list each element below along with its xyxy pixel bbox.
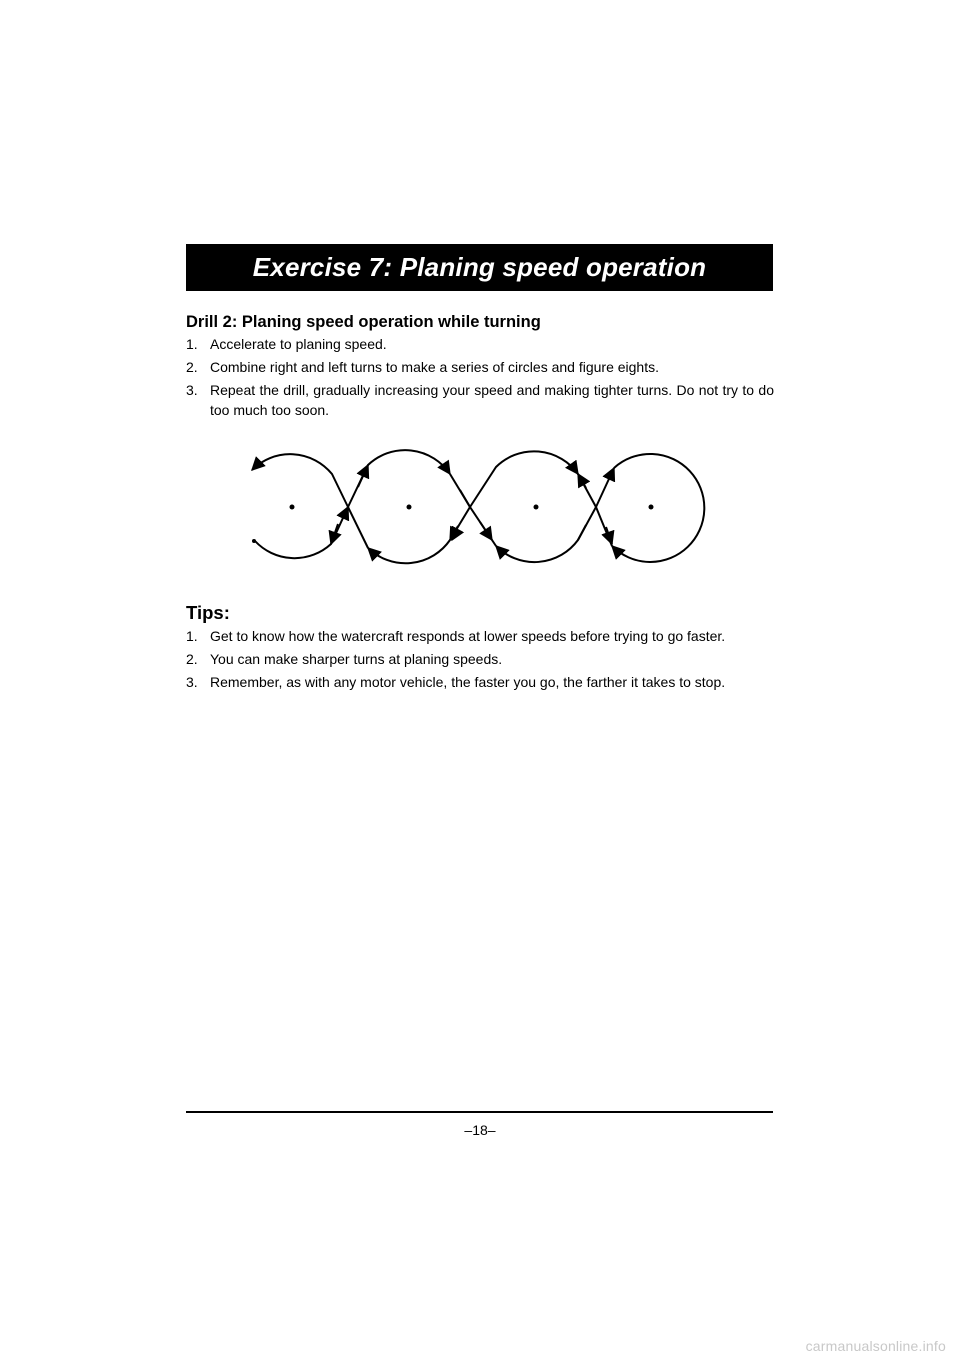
step-text: Repeat the drill, gradually increasing your speed and making tighter turns. Do not try to do too much too soon.: [210, 382, 774, 418]
step-number: 3.: [186, 382, 198, 398]
footer-rule: [186, 1111, 773, 1113]
path-arrow: [358, 465, 368, 487]
list-item: [186, 357, 774, 377]
figure-eight-diagram: [240, 440, 720, 580]
tips-list: [186, 626, 774, 695]
tips-title: Tips:: [186, 602, 230, 623]
step-number: 2.: [186, 359, 198, 375]
step-text: Combine right and left turns to make a series of circles and figure eights.: [210, 359, 659, 375]
circle-center-dot: [534, 505, 539, 510]
title-banner: [186, 244, 773, 291]
drill-title: Drill 2: Planing speed operation while turning: [186, 313, 541, 331]
path-arc: [612, 454, 704, 562]
path-arrow: [460, 490, 470, 507]
tip-text: Remember, as with any motor vehicle, the faster you go, the farther it takes to stop.: [210, 674, 726, 690]
step-number: 1.: [186, 336, 198, 352]
path-arc: [348, 450, 450, 507]
drill-steps-list: [186, 334, 774, 423]
tip-number: 2.: [186, 651, 198, 667]
path-arc: [470, 451, 578, 507]
list-item: [186, 626, 774, 646]
page-number: –18–: [464, 1122, 496, 1138]
path-arrow: [480, 522, 492, 540]
list-item: [186, 672, 774, 692]
list-item: [186, 334, 774, 354]
list-item: [186, 380, 774, 420]
path-arrow: [578, 525, 586, 540]
tip-text: You can make sharper turns at planing speeds.: [210, 651, 503, 667]
path-arc: [252, 454, 348, 507]
path-arrow: [450, 526, 458, 540]
tip-number: 3.: [186, 674, 198, 690]
watermark: carmanualsonline.info: [805, 1338, 946, 1354]
start-dot: [252, 539, 256, 543]
list-item: [186, 649, 774, 669]
circle-center-dot: [407, 505, 412, 510]
path-arc: [596, 468, 614, 507]
tip-text: Get to know how the watercraft responds at lower speeds before trying to go faster.: [210, 628, 726, 644]
path-arc: [368, 540, 450, 563]
page-title: Exercise 7: Planing speed operation: [252, 252, 707, 282]
tip-number: 1.: [186, 628, 198, 644]
circle-center-dot: [290, 505, 295, 510]
path-arc: [348, 507, 368, 548]
path-arrow: [331, 524, 338, 544]
path-arrow: [578, 474, 586, 488]
circle-center-dot: [649, 505, 654, 510]
step-text: Accelerate to planing speed.: [210, 336, 387, 352]
